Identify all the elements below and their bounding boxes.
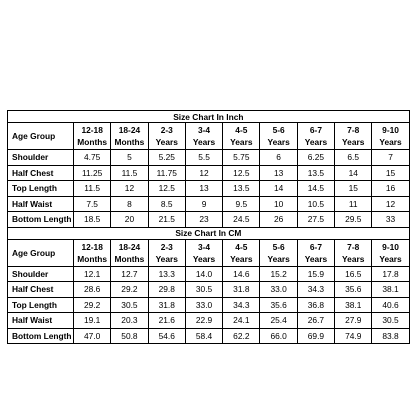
measurement-value: 27.5 xyxy=(297,212,334,228)
measurement-value: 31.8 xyxy=(223,282,260,298)
measurement-label: Half Chest xyxy=(8,282,74,298)
age-group-header xyxy=(185,123,222,150)
measurement-label: Top Length xyxy=(8,181,74,197)
measurement-value: 83.8 xyxy=(372,328,409,344)
measurement-value: 23 xyxy=(185,212,222,228)
measurement-value: 12.5 xyxy=(148,181,185,197)
measurement-value: 33.0 xyxy=(260,282,297,298)
age-unit: Years xyxy=(192,137,216,147)
measurement-value: 5 xyxy=(111,150,148,166)
measurement-value: 12 xyxy=(185,165,222,181)
measurement-value: 38.1 xyxy=(335,297,372,313)
measurement-value: 33.0 xyxy=(185,297,222,313)
age-range: 2-3 xyxy=(160,125,173,135)
measurement-value: 30.5 xyxy=(111,297,148,313)
table-row xyxy=(8,165,410,181)
measurement-label: Half Waist xyxy=(8,196,74,212)
measurement-value: 17.8 xyxy=(372,266,409,282)
measurement-value: 13.5 xyxy=(223,181,260,197)
age-range: 6-7 xyxy=(309,241,322,252)
measurement-value: 16 xyxy=(372,181,409,197)
age-unit: Years xyxy=(230,253,253,264)
measurement-value: 18.5 xyxy=(74,212,111,228)
measurement-value: 5.75 xyxy=(223,150,260,166)
measurement-value: 20 xyxy=(111,212,148,228)
cm-header-row xyxy=(8,239,410,266)
age-unit: Years xyxy=(230,137,253,147)
measurement-value: 26 xyxy=(260,212,297,228)
age-range: 2-3 xyxy=(160,241,173,252)
age-range: 18-24 xyxy=(118,241,141,252)
measurement-value: 29.8 xyxy=(148,282,185,298)
measurement-value: 33 xyxy=(372,212,409,228)
measurement-value: 8 xyxy=(111,196,148,212)
measurement-value: 24.5 xyxy=(223,212,260,228)
measurement-value: 34.3 xyxy=(297,282,334,298)
measurement-value: 7 xyxy=(372,150,409,166)
measurement-value: 12.7 xyxy=(111,266,148,282)
measurement-value: 62.2 xyxy=(223,328,260,344)
measurement-value: 19.1 xyxy=(74,313,111,329)
table-row xyxy=(8,196,410,212)
age-unit: Years xyxy=(155,137,178,147)
measurement-value: 20.3 xyxy=(111,313,148,329)
table-row xyxy=(8,313,410,329)
measurement-value: 21.6 xyxy=(148,313,185,329)
table-row xyxy=(8,282,410,298)
age-unit: Years xyxy=(304,137,328,147)
measurement-value: 22.9 xyxy=(185,313,222,329)
measurement-value: 14 xyxy=(260,181,297,197)
age-unit: Years xyxy=(342,137,365,147)
measurement-value: 12.5 xyxy=(223,165,260,181)
measurement-value: 11.25 xyxy=(74,165,111,181)
age-unit: Years xyxy=(267,253,290,264)
age-range: 6-7 xyxy=(309,125,322,135)
measurement-value: 6.5 xyxy=(335,150,372,166)
measurement-value: 34.3 xyxy=(223,297,260,313)
measurement-value: 29.5 xyxy=(335,212,372,228)
measurement-value: 14.0 xyxy=(185,266,222,282)
measurement-value: 66.0 xyxy=(260,328,297,344)
measurement-label: Top Length xyxy=(8,297,74,313)
measurement-value: 40.6 xyxy=(372,297,409,313)
age-range: 9-10 xyxy=(382,125,399,135)
measurement-value: 25.4 xyxy=(260,313,297,329)
age-unit: Years xyxy=(342,253,365,264)
measurement-value: 12.1 xyxy=(74,266,111,282)
measurement-value: 14.5 xyxy=(297,181,334,197)
measurement-value: 12 xyxy=(111,181,148,197)
age-group-label: Age Group xyxy=(8,123,74,150)
age-group-header xyxy=(372,239,409,266)
age-range: 12-18 xyxy=(81,125,103,135)
measurement-value: 6 xyxy=(260,150,297,166)
measurement-value: 9.5 xyxy=(223,196,260,212)
cm-section-title-row xyxy=(8,227,410,239)
age-group-header xyxy=(223,239,260,266)
measurement-value: 50.8 xyxy=(111,328,148,344)
age-unit: Months xyxy=(114,253,145,264)
measurement-value: 35.6 xyxy=(335,282,372,298)
age-group-label: Age Group xyxy=(8,239,74,266)
age-group-header xyxy=(335,123,372,150)
size-chart-table xyxy=(7,110,410,344)
inch-section-title: Size Chart In Inch xyxy=(8,111,410,123)
measurement-value: 35.6 xyxy=(260,297,297,313)
measurement-value: 9 xyxy=(185,196,222,212)
measurement-value: 5.25 xyxy=(148,150,185,166)
age-range: 7-8 xyxy=(347,125,360,135)
measurement-value: 8.5 xyxy=(148,196,185,212)
measurement-value: 10 xyxy=(260,196,297,212)
age-range: 9-10 xyxy=(382,241,399,252)
measurement-value: 36.8 xyxy=(297,297,334,313)
measurement-value: 10.5 xyxy=(297,196,334,212)
measurement-value: 24.1 xyxy=(223,313,260,329)
age-unit: Years xyxy=(155,253,178,264)
age-unit: Months xyxy=(114,137,145,147)
age-group-header xyxy=(260,239,297,266)
age-range: 18-24 xyxy=(118,125,141,135)
measurement-value: 31.8 xyxy=(148,297,185,313)
measurement-label: Bottom Length xyxy=(8,212,74,228)
measurement-value: 58.4 xyxy=(185,328,222,344)
measurement-value: 14 xyxy=(335,165,372,181)
measurement-value: 29.2 xyxy=(111,282,148,298)
inch-header-row xyxy=(8,123,410,150)
measurement-value: 12 xyxy=(372,196,409,212)
measurement-value: 13 xyxy=(260,165,297,181)
age-unit: Years xyxy=(379,253,402,264)
table-row xyxy=(8,297,410,313)
table-row xyxy=(8,328,410,344)
measurement-value: 28.6 xyxy=(74,282,111,298)
measurement-label: Shoulder xyxy=(8,266,74,282)
age-group-header xyxy=(372,123,409,150)
age-group-header xyxy=(297,239,334,266)
age-unit: Years xyxy=(192,253,216,264)
age-group-header xyxy=(148,239,185,266)
table-row xyxy=(8,212,410,228)
size-chart xyxy=(7,110,409,344)
measurement-value: 15 xyxy=(335,181,372,197)
age-range: 7-8 xyxy=(347,241,360,252)
age-unit: Months xyxy=(77,253,108,264)
cm-section-title: Size Chart In CM xyxy=(8,227,410,239)
measurement-value: 4.75 xyxy=(74,150,111,166)
age-group-header xyxy=(148,123,185,150)
measurement-value: 13 xyxy=(185,181,222,197)
measurement-value: 16.5 xyxy=(335,266,372,282)
age-unit: Years xyxy=(304,253,328,264)
measurement-value: 11 xyxy=(335,196,372,212)
measurement-value: 29.2 xyxy=(74,297,111,313)
age-range: 3-4 xyxy=(197,241,211,252)
table-row xyxy=(8,181,410,197)
age-group-header xyxy=(74,239,111,266)
measurement-value: 15.2 xyxy=(260,266,297,282)
measurement-value: 13.3 xyxy=(148,266,185,282)
age-group-header xyxy=(297,123,334,150)
measurement-value: 13.5 xyxy=(297,165,334,181)
age-range: 12-18 xyxy=(81,241,103,252)
age-range: 5-6 xyxy=(272,125,285,135)
measurement-value: 5.5 xyxy=(185,150,222,166)
measurement-value: 27.9 xyxy=(335,313,372,329)
age-range: 4-5 xyxy=(235,125,248,135)
measurement-value: 15.9 xyxy=(297,266,334,282)
measurement-label: Half Chest xyxy=(8,165,74,181)
age-group-header xyxy=(74,123,111,150)
age-group-header xyxy=(111,123,148,150)
age-unit: Years xyxy=(379,137,402,147)
age-group-header xyxy=(185,239,222,266)
measurement-value: 54.6 xyxy=(148,328,185,344)
age-group-header xyxy=(223,123,260,150)
measurement-value: 21.5 xyxy=(148,212,185,228)
measurement-value: 69.9 xyxy=(297,328,334,344)
age-range: 3-4 xyxy=(197,125,211,135)
measurement-value: 26.7 xyxy=(297,313,334,329)
measurement-value: 38.1 xyxy=(372,282,409,298)
table-row xyxy=(8,266,410,282)
age-group-header xyxy=(260,123,297,150)
age-unit: Years xyxy=(267,137,290,147)
measurement-value: 30.5 xyxy=(185,282,222,298)
age-group-header xyxy=(111,239,148,266)
age-group-header xyxy=(335,239,372,266)
measurement-value: 6.25 xyxy=(297,150,334,166)
age-unit: Months xyxy=(77,137,108,147)
measurement-value: 11.5 xyxy=(74,181,111,197)
measurement-value: 7.5 xyxy=(74,196,111,212)
measurement-label: Shoulder xyxy=(8,150,74,166)
age-range: 5-6 xyxy=(272,241,285,252)
measurement-label: Half Waist xyxy=(8,313,74,329)
age-range: 4-5 xyxy=(235,241,248,252)
measurement-value: 15 xyxy=(372,165,409,181)
measurement-value: 11.75 xyxy=(148,165,185,181)
measurement-value: 47.0 xyxy=(74,328,111,344)
measurement-label: Bottom Length xyxy=(8,328,74,344)
measurement-value: 14.6 xyxy=(223,266,260,282)
inch-section-title-row xyxy=(8,111,410,123)
measurement-value: 11.5 xyxy=(111,165,148,181)
table-row xyxy=(8,150,410,166)
measurement-value: 74.9 xyxy=(335,328,372,344)
measurement-value: 30.5 xyxy=(372,313,409,329)
